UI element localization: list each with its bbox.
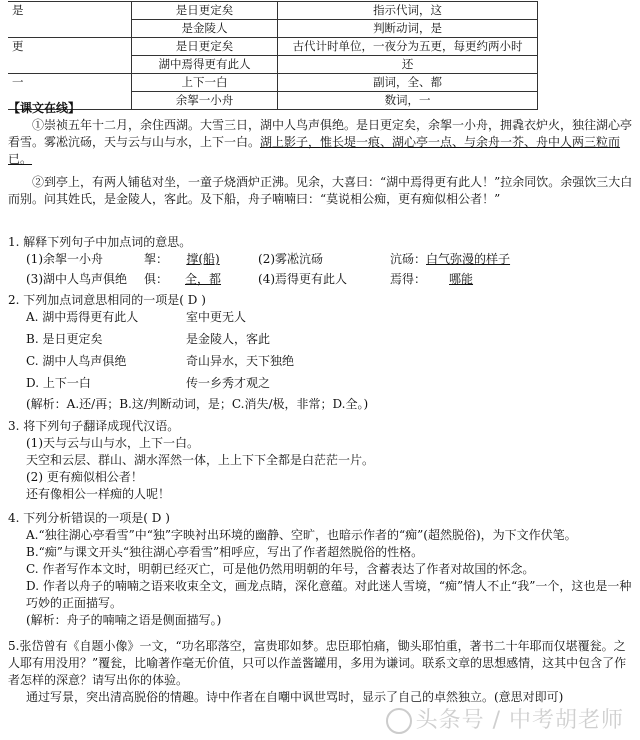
vocab-word <box>8 20 131 38</box>
watermark: 头条号 / 中考胡老师 <box>386 708 624 734</box>
q1-answer-3: 全，都 <box>185 272 222 286</box>
watermark-logo-icon <box>386 708 412 734</box>
question-2: 2. 下列加点词意思相同的一项是( D ) A. 湖中焉得更有此人 室中更无人 B. 是日更定矣 是金陵人，客此 C. 湖中人鸟声俱绝 奇山异水，天下独绝 D. 上下一白 传一乡秀才观之 (解析：A.还/再；B.这/判断动词，是；C.消失/极，非常；D.全。) <box>8 292 634 413</box>
vocab-word <box>8 56 131 74</box>
vocab-table <box>8 1 538 110</box>
vocab-row <box>8 56 538 74</box>
q2-analysis: (解析：A.还/再；B.这/判断动词，是；C.消失/极，非常；D.全。) <box>26 397 369 411</box>
vocab-example: 余挐一小舟 <box>131 92 277 110</box>
vocab-meaning: 指示代词，这 <box>278 2 538 20</box>
vocab-row <box>8 74 538 92</box>
question-3: 3. 将下列句子翻译成现代汉语。 (1)天与云与山与水，上下一白。 天空和云层、群山、湖水浑然一体，上上下下全都是白茫茫一片。 (2) 更有痴似相公者！ 还有像相公一样痴的人呢！ <box>8 418 634 503</box>
vocab-example: 是金陵人 <box>131 20 277 38</box>
q2-title: 2. 下列加点词意思相同的一项是( D ) <box>8 293 206 307</box>
vocab-row <box>8 20 538 38</box>
section-title: 【课文在线】 <box>8 101 81 115</box>
q3-answer-1: 天空和云层、群山、湖水浑然一体，上上下下全都是白茫茫一片。 <box>26 453 375 467</box>
vocab-example: 上下一白 <box>131 74 277 92</box>
vocab-meaning: 古代计时单位，一夜分为五更，每更约两小时 <box>278 38 538 56</box>
vocab-word: 更 <box>8 38 131 56</box>
q1-answer-2: 白气弥漫的样子 <box>426 252 511 266</box>
q3-answer-2: 还有像相公一样痴的人呢！ <box>26 487 171 501</box>
vocab-row <box>8 2 538 20</box>
question-5 <box>8 638 634 706</box>
q1-answer-1: 撑(船) <box>186 252 220 266</box>
paragraph-2: ②到亭上，有两人铺毡对坐，一童子烧酒炉正沸。见余，大喜曰：“湖中焉得更有此人！”拉余同饮。余强饮三大白而别。问其姓氏，是金陵人，客此。及下船，舟子喃喃曰：“莫说相公痴，更有痴似相公者！” <box>8 175 633 206</box>
question-1: 1. 解释下列句子中加点词的意思。 (1)余挐一小舟 挐： 撑(船) (2)雾凇沆砀 沆砀： 白气弥漫的样子 (3)湖中人鸟声俱绝 俱： 全，都 (4)焉得更有此人 焉得： 哪能 <box>8 234 634 288</box>
vocab-meaning: 副词，全、都 <box>278 74 538 92</box>
q5-answer: 通过写景，突出清高脱俗的情趣。诗中作者在自嘲中讽世骂时，显示了自己的卓然独立。(意思对即可) <box>26 690 564 704</box>
vocab-example: 是日更定矣 <box>131 2 277 20</box>
vocab-example: 湖中焉得更有此人 <box>131 56 277 74</box>
vocab-meaning: 判断动词，是 <box>278 20 538 38</box>
vocab-meaning: 还 <box>278 56 538 74</box>
question-4: 4. 下列分析错误的一项是( D ) A.“独往湖心亭看雪”中“独”字映衬出环境的幽静、空旷，也暗示作者的“痴”(超然脱俗)，为下文作伏笔。 B.“痴”与课文开头“独往湖心亭看雪”相呼应，写出了作者超然脱俗的性格。 C. 作者写作本文时，明朝已经灭亡，可是他仍然用明朝的年号，含蓄表达了作者对故国的怀念。 D. 作者以舟子的喃喃之语来收束全文，画龙点睛，深化意蕴。对此迷人雪境，“痴”情人不止“我”一个，这也是一种巧妙的正面描写。 (解析：舟子的喃喃之语是侧面描写。) <box>8 510 634 629</box>
q5-text: 5.张岱曾有《自题小像》一文，“功名耶落空，富贵耶如梦。忠臣耶怕痛，锄头耶怕重，著书二十年耶而仅堪覆瓮。之人耶有用没用？”覆瓮，比喻著作毫无价值，只可以作盖酱罐用，多用为谦词。联系文章的思想感情，这其中包含了作者怎样的深意？请写出你的体验。 <box>8 639 627 687</box>
vocab-meaning: 数词，一 <box>278 92 538 110</box>
vocab-row <box>8 38 538 56</box>
vocab-word: 一 <box>8 74 131 92</box>
q1-answer-4: 哪能 <box>449 272 474 286</box>
paragraph-1: ①崇祯五年十二月，余住西湖。大雪三日，湖中人鸟声俱绝。是日更定矣，余挐一小舟，拥毳衣炉火，独往湖心亭看雪。雾凇沆砀，天与云与山与水，上下一白。湖上影子，惟长堤一痕、湖心亭一点、与余舟一芥、舟中人两三粒而已。 <box>8 118 633 166</box>
vocab-word: 是 <box>8 2 131 20</box>
lesson-text <box>8 100 634 208</box>
q4-analysis: (解析：舟子的喃喃之语是侧面描写。) <box>26 613 222 627</box>
q4-title: 4. 下列分析错误的一项是( D ) <box>8 511 170 525</box>
vocab-example: 是日更定矣 <box>131 38 277 56</box>
q1-title: 1. 解释下列句子中加点词的意思。 <box>8 235 192 249</box>
q3-title: 3. 将下列句子翻译成现代汉语。 <box>8 419 180 433</box>
